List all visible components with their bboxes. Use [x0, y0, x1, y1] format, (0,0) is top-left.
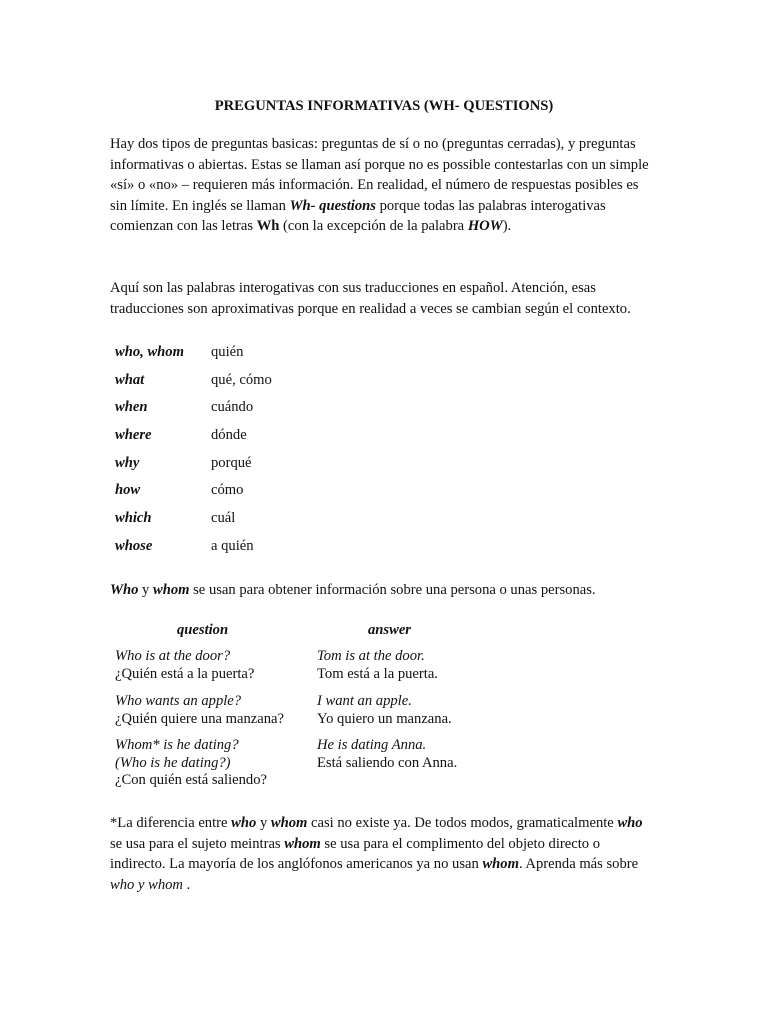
footnote-whom: whom	[284, 835, 321, 852]
vocab-row	[115, 425, 415, 453]
answer-header: answer	[368, 622, 411, 638]
vocab-row	[115, 480, 415, 508]
footnote-text: . Aprenda más sobre	[518, 856, 639, 873]
question-english: Who wants an apple?	[115, 693, 242, 709]
vocab-row	[115, 397, 415, 425]
vocab-english: when	[115, 399, 148, 416]
question-english: Who is at the door?	[115, 648, 231, 664]
answer-spanish: Yo quiero un manzana.	[317, 710, 452, 727]
answer-english: Tom is at the door.	[317, 648, 425, 664]
question-header: question	[177, 622, 229, 638]
intro-text-2: porque todas las palabras interogativas comienzan con las letras	[110, 197, 606, 235]
intro-wh-questions: Wh- questions	[289, 197, 376, 214]
vocab-row	[115, 370, 415, 398]
qa-question-cell	[115, 693, 315, 728]
vocab-table	[115, 342, 415, 564]
footnote-who: who	[617, 815, 643, 831]
who-whom-rest: se usan para obtener información sobre una persona o unas personas.	[189, 582, 596, 598]
vocab-spanish: dónde	[211, 427, 247, 444]
intro-text-4: ).	[502, 218, 512, 235]
vocab-row	[115, 342, 415, 370]
footnote-whom: whom	[482, 856, 519, 873]
whom-word: whom	[152, 582, 190, 598]
vocab-spanish: a quién	[211, 537, 254, 554]
footnote-text: *La diferencia entre	[110, 815, 232, 831]
answer-english: He is dating Anna.	[317, 737, 427, 753]
vocab-english: whose	[115, 537, 153, 554]
question-english-alt: (Who is he dating?)	[115, 754, 231, 771]
question-spanish: ¿Quién está a la puerta?	[115, 665, 255, 682]
vocab-row	[115, 453, 415, 481]
who-word: Who	[110, 582, 139, 598]
intro-wh: Wh	[256, 218, 280, 235]
footnote-text: y	[256, 815, 271, 831]
footnote-who: who	[231, 815, 257, 831]
qa-answer-cell	[317, 693, 577, 728]
vocab-english: where	[115, 427, 152, 444]
intro-text-3: (con la excepción de la palabra	[279, 218, 468, 235]
list-intro-paragraph: Aquí son las palabras interogativas con sus traducciones en español. Atención, esas traducciones son aproximativas porque en realidad a veces se cambian según el contexto.	[110, 280, 631, 317]
footnote-whom: whom	[270, 815, 308, 831]
answer-spanish: Está saliendo con Anna.	[317, 754, 458, 771]
vocab-spanish: cuál	[211, 510, 236, 527]
who-whom-link[interactable]: who y whom	[110, 876, 183, 893]
vocab-spanish: quién	[211, 344, 244, 360]
qa-question-cell	[115, 737, 315, 790]
footnote-text: .	[182, 876, 191, 893]
vocab-spanish: qué, cómo	[211, 371, 272, 388]
vocab-spanish: porqué	[211, 454, 252, 471]
intro-paragraph	[110, 134, 650, 237]
vocab-english: what	[115, 371, 145, 388]
vocab-english: which	[115, 510, 152, 527]
vocab-spanish: cuándo	[211, 399, 254, 416]
question-english: Whom* is he dating?	[115, 737, 239, 753]
intro-text-1: Hay dos tipos de preguntas basicas: preguntas de sí o no (preguntas cerradas), y preguntas informativas o abiertas. Estas se llaman así porque no es possible contestarlas con un simple «sí» o «no» – requieren más información. En realidad, el número de respuestas posibles es sin límite. En inglés se llaman	[110, 136, 649, 214]
footnote-text: se usa para el sujeto meintras	[110, 835, 285, 852]
intro-how: HOW	[467, 218, 503, 235]
vocab-english: why	[115, 454, 140, 471]
vocab-row	[115, 536, 415, 564]
vocab-spanish: cómo	[211, 482, 244, 499]
footnote-text: casi no existe ya. De todos modos, gramaticalmente	[307, 815, 618, 831]
question-spanish: ¿Quién quiere una manzana?	[115, 710, 284, 727]
footnote-paragraph	[110, 813, 650, 895]
answer-english: I want an apple.	[317, 693, 412, 709]
conjunction: y	[138, 582, 153, 598]
qa-question-cell	[115, 648, 315, 683]
vocab-row	[115, 508, 415, 536]
qa-answer-cell	[317, 737, 577, 772]
vocab-english: how	[115, 482, 141, 499]
question-spanish: ¿Con quién está saliendo?	[115, 772, 267, 788]
vocab-english: who, whom	[115, 344, 184, 360]
who-whom-paragraph	[110, 580, 650, 601]
footnote-text: se usa para el complimento del objeto directo o indirecto. La mayoría de los anglófonos americanos ya no usan	[110, 835, 600, 873]
answer-spanish: Tom está a la puerta.	[317, 665, 438, 682]
page-title: PREGUNTAS INFORMATIVAS (WH- QUESTIONS)	[214, 98, 554, 114]
qa-answer-cell	[317, 648, 577, 683]
